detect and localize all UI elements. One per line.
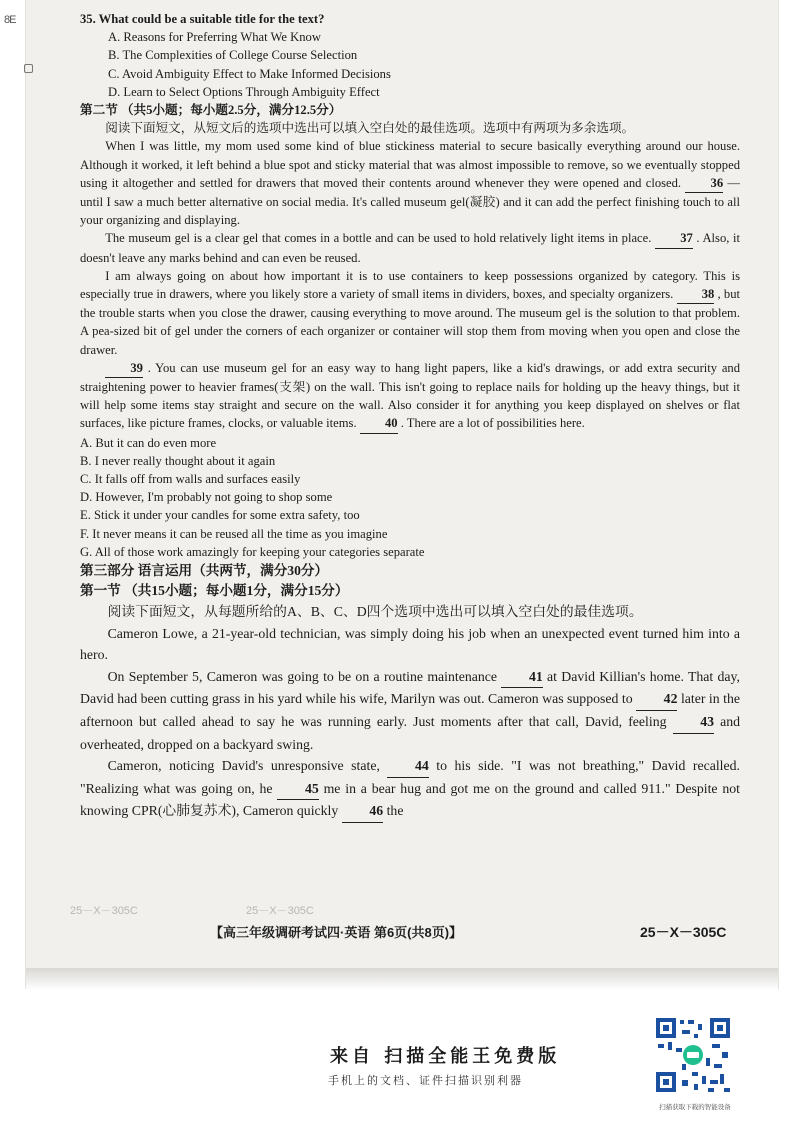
part-3-instruction: 阅读下面短文，从每题所给的A、B、C、D四个选项中选出可以填入空白处的最佳选项。 [107,604,643,620]
answer-blank-45[interactable]: 45 [277,778,318,801]
answer-blank-44[interactable]: 44 [387,755,428,778]
passage-paragraph: 39 . You can use museum gel for an easy way to hang light papers, like a kid's drawings, or add extra security and straightening power to heavier frames(支架) on the wall. This isn't going to replace nails for holding up the heavy things, but it will help some items stay straight and secure on the wall. Also consider it for anything you keep displayed on shelves or flat surfaces, like picture frames, clocks, or valuable items. 40 . There are a lot of possibilities here. [80,359,740,434]
margin-mark: 8E [4,14,16,26]
answer-option: C. Avoid Ambiguity Effect to Make Informed Decisions [108,66,391,81]
section-2-instruction: 阅读下面短文，从短文后的选项中选出可以填入空白处的最佳选项。选项中有两项为多余选项。 [105,121,635,136]
passage-paragraph: I am always going on about how important it is to use containers to keep possessions organized by category. This is especially true in drawers, where you likely store a variety of small items in dividers, boxes, and specialty organizers. 38 , but the trouble starts when you close the drawer, causing everything to move around. The museum gel is the solution to that problem. A pea-sized bit of gel under the corners of each organizer or container will stop them from moving when you open and close the drawer. [80,268,740,357]
passage-paragraph: Cameron, noticing David's unresponsive state, 44 to his side. "I was not breathing," David recalled. "Realizing what was going on, he 45 me in a bear hug and got me on the ground and called 911." Despite not knowing CPR(心肺复苏术), Cameron quickly 46 the [80,755,740,823]
part-3-heading: 第三部分 语言运用（共两节，满分30分） [80,563,329,579]
bleed-through-code: 25－X－305C [70,905,138,917]
answer-blank-46[interactable]: 46 [342,800,383,823]
answer-option: G. All of those work amazingly for keeping your categories separate [80,544,425,559]
question-35-stem: 35. What could be a suitable title for the text? [80,12,325,26]
page-footer: 【高三年级调研考试四·英语 第6页(共8页)】 [210,925,463,940]
answer-blank-39[interactable]: 39 [105,359,143,378]
section-2-heading: 第二节 （共5小题；每小题2.5分，满分12.5分） [80,103,342,118]
section-2-passage [80,137,740,433]
answer-blank-41[interactable]: 41 [501,666,542,689]
bleed-through-code: 25－X－305C [246,905,314,917]
answer-option: B. The Complexities of College Course Selection [108,48,358,63]
scanner-watermark-title: 来自 扫描全能王免费版 [330,1046,561,1067]
answer-blank-42[interactable]: 42 [636,688,677,711]
passage-paragraph: On September 5, Cameron was going to be on a routine maintenance 41 at David Killian's home. That day, David had been cutting grass in his yard while his wife, Marilyn was out. Cameron was supposed to 42 later in the afternoon but called ahead to say he was running early. Just moments after that call, David, feeling 43 and overheated, dropped on a backyard swing. [80,666,740,755]
answer-option: E. Stick it under your candles for some extra safety, too [80,508,360,523]
answer-blank-37[interactable]: 37 [655,229,693,248]
answer-option: D. Learn to Select Options Through Ambiguity Effect [108,84,380,99]
question-35-options [80,28,740,101]
section-2-options [80,434,740,561]
qr-code-icon[interactable] [652,1014,734,1096]
exam-code: 25－X－305C [640,924,727,940]
passage-paragraph: Cameron Lowe, a 21-year-old technician, was simply doing his job when an unexpected event turned him into a hero. [80,625,740,663]
passage-paragraph: The museum gel is a clear gel that comes in a bottle and can be used to hold relatively light items in place. 37 . Also, it doesn't leave any marks behind and can even be reused. [80,231,740,265]
answer-blank-40[interactable]: 40 [360,414,398,433]
part-3-passage [80,623,740,823]
part-3-subheading: 第一节 （共15小题；每小题1分，满分15分） [80,583,349,599]
answer-option: F. It never means it can be reused all the time as you imagine [80,526,388,541]
answer-option: A. Reasons for Preferring What We Know [108,30,321,45]
passage-paragraph: When I was little, my mom used some kind of blue stickiness material to secure basically everything around our house. Although it worked, it left behind a blue spot and sticky material that was almost impossible to remove, so we eventually stopped using it altogether and settled for drawers that moved their contents around whenever they were opened and closed. 36 —until I saw a much better alternative on social media. It's called museum gel(凝胶) and it can add the perfect finishing touch to all your organizing and displaying. [80,139,740,228]
answer-blank-36[interactable]: 36 [685,174,723,193]
qr-caption: 扫描获取下载的智能设备 [659,1103,731,1111]
part-3 [80,561,740,823]
answer-blank-38[interactable]: 38 [677,285,715,304]
scanner-watermark-subtitle: 手机上的文档、证件扫描识别利器 [328,1074,523,1087]
answer-option: A. But it can do even more [80,435,217,450]
answer-option: D. However, I'm probably not going to shop some [80,490,333,505]
page-content [80,10,740,823]
answer-option: B. I never really thought about it again [80,453,276,468]
answer-option: C. It falls off from walls and surfaces easily [80,472,301,487]
answer-blank-43[interactable]: 43 [673,711,714,734]
page-edge-shadow [26,968,778,990]
margin-tick [24,64,33,73]
